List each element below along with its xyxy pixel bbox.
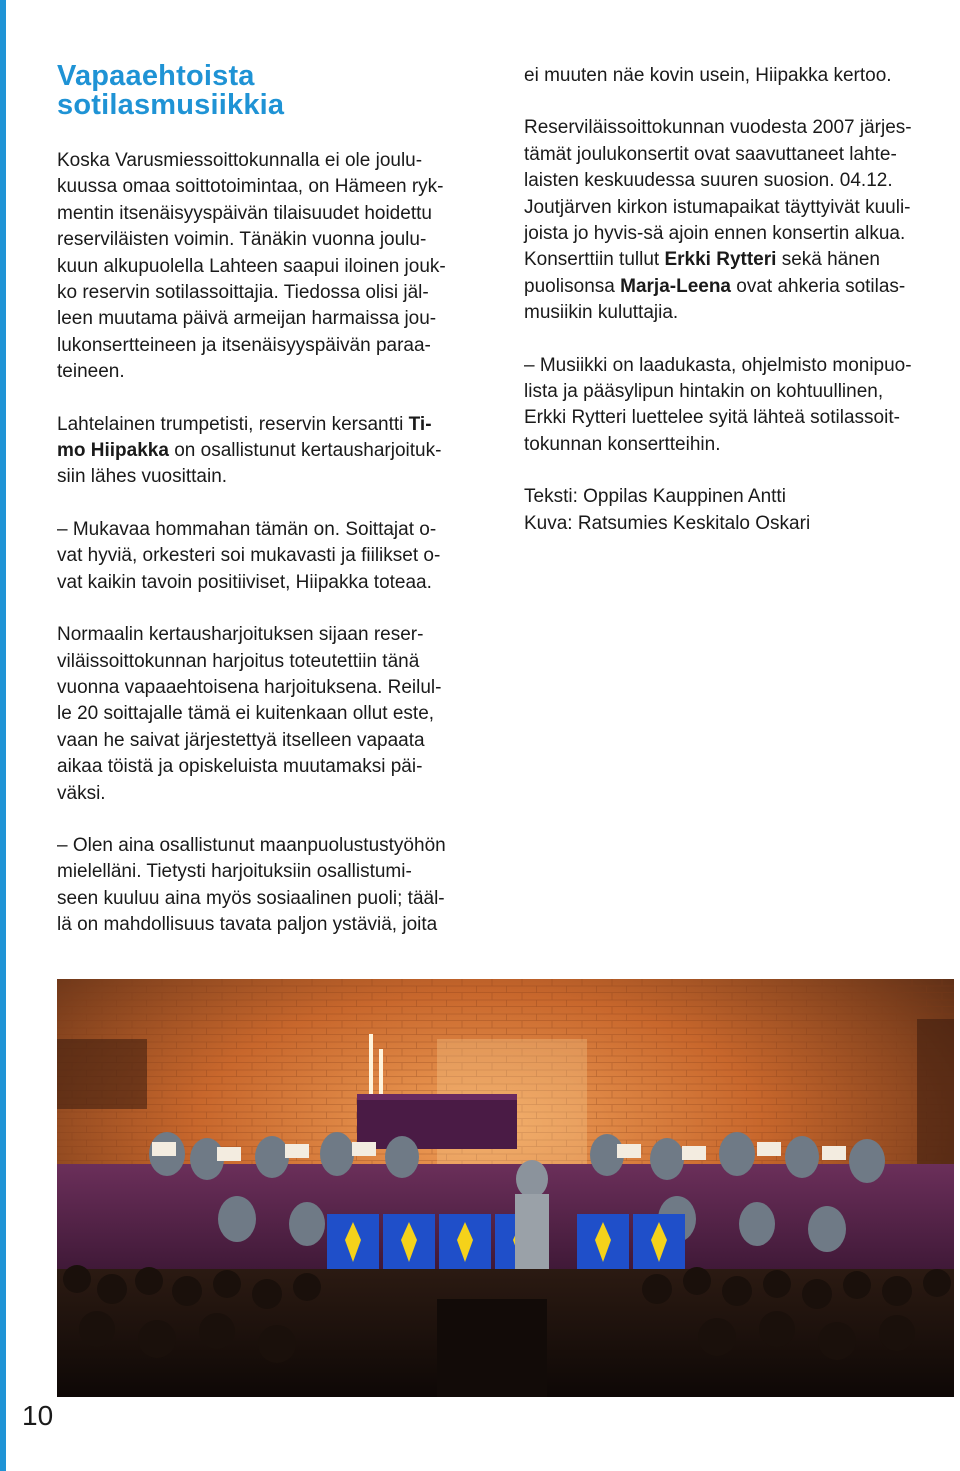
text-line: seen kuuluu aina myös sosiaalinen puoli; tääl- xyxy=(57,887,445,909)
paragraph-quote-3 xyxy=(524,353,954,459)
paragraph-intro xyxy=(57,148,497,386)
text-line: Normaalin kertausharjoituksen sijaan reser- xyxy=(57,624,424,646)
credits xyxy=(524,484,954,537)
credit-text: Teksti: Oppilas Kauppinen Antti xyxy=(524,486,786,508)
paragraph-quote-2 xyxy=(57,833,497,939)
paragraph-voluntary xyxy=(57,622,497,807)
text-line: Joutjärven kirkon istumapaikat täyttyivät kuuli- xyxy=(524,196,911,218)
article-title-line-1: Vapaaehtoista xyxy=(57,60,255,92)
text-line: tokunnan konsertteihin. xyxy=(524,433,721,455)
concert-photo-illustration xyxy=(57,979,954,1397)
text-line: lä on mahdollisuus tavata paljon ystäviä, joita xyxy=(57,914,438,936)
text-line: leen muutama päivä armeijan harmaissa jou- xyxy=(57,308,437,330)
text-line: ko reservin sotilassoittajia. Tiedossa olisi jäl- xyxy=(57,282,429,304)
paragraph-quote-1 xyxy=(57,517,497,596)
text-line: vuonna vapaaehtoisena harjoituksena. Reilul- xyxy=(57,676,442,698)
paragraph-hiipakka xyxy=(57,412,497,491)
text-line: mielelläni. Tietysti harjoituksiin osallistumi- xyxy=(57,861,412,883)
text-line: Koska Varusmiessoittokunnalla ei ole joulu- xyxy=(57,150,423,171)
text-line: lukonsertteineen ja itsenäisyyspäivän paraa- xyxy=(57,334,431,356)
credit-photo: Kuva: Ratsumies Keskitalo Oskari xyxy=(524,512,811,534)
text-line: lista ja pääsylipun hintakin on kohtuullinen, xyxy=(524,381,884,403)
text-run: Lahtelainen trumpetisti, reservin kersantti xyxy=(57,413,409,435)
text-run: ovat ahkeria sotilas- xyxy=(731,275,906,297)
text-line: ei muuten näe kovin usein, Hiipakka kertoo. xyxy=(524,65,892,86)
text-line: – Musiikki on laadukasta, ohjelmisto monipuo- xyxy=(524,354,912,376)
text-run: Konserttiin tullut xyxy=(524,249,665,271)
text-line: joista jo hyvis-sä ajoin ennen konsertin alkua. xyxy=(524,223,906,245)
text-line xyxy=(57,438,497,464)
right-column xyxy=(524,63,954,563)
text-line: vat kaikin tavoin positiiviset, Hiipakka toteaa. xyxy=(57,571,432,593)
text-line: aikaa töistä ja opiskeluista muutamaksi päi- xyxy=(57,756,423,778)
left-column xyxy=(57,62,497,965)
text-line xyxy=(57,412,497,438)
bold-name: mo Hiipakka xyxy=(57,440,169,462)
text-line: kuussa omaa soittotoimintaa, on Hämeen ryk- xyxy=(57,176,444,198)
paragraph-concerts xyxy=(524,115,954,326)
page-number: 10 xyxy=(22,1400,54,1431)
text-run: sekä hänen xyxy=(776,249,880,271)
text-line: vaan he saivat järjestettyä itselleen vapaata xyxy=(57,729,425,751)
text-line: – Olen aina osallistunut maanpuolustustyöhön xyxy=(57,834,446,856)
text-line: vat hyviä, orkesteri soi mukavasti ja fiilikset o- xyxy=(57,545,441,567)
text-run: on osallistunut kertausharjoituk- xyxy=(168,440,442,462)
text-line: viläissoittokunnan harjoitus toteutettiin tänä xyxy=(57,650,420,672)
text-line: musiikin kuluttajia. xyxy=(524,302,679,324)
text-line: väksi. xyxy=(57,782,106,804)
text-line: siin lähes vuosittain. xyxy=(57,466,228,488)
bold-name: Marja-Leena xyxy=(620,275,731,297)
text-line: laisten keskuudessa suuren suosion. 04.12. xyxy=(524,170,893,192)
bold-name: Ti- xyxy=(408,413,432,435)
text-line: le 20 soittajalle tämä ei kuitenkaan ollut este, xyxy=(57,703,435,725)
bold-name: Erkki Rytteri xyxy=(664,249,777,271)
article-title-line-2: sotilasmusiikkia xyxy=(57,89,285,121)
accent-bar xyxy=(0,0,6,1471)
text-line: mentin itsenäisyyspäivän tilaisuudet hoidettu xyxy=(57,202,432,224)
text-line: teineen. xyxy=(57,361,125,383)
paragraph-quote-2-continued xyxy=(524,63,954,89)
concert-photo xyxy=(57,979,954,1397)
text-line: tämät joulukonsertit ovat saavuttaneet lahte- xyxy=(524,143,897,165)
text-line: Erkki Rytteri luettelee syitä lähteä sotilassoit- xyxy=(524,407,900,429)
text-line: Reserviläissoittokunnan vuodesta 2007 järjes- xyxy=(524,117,912,139)
text-line: reserviläisten voimin. Tänäkin vuonna joulu- xyxy=(57,229,427,251)
text-line: – Mukavaa hommahan tämän on. Soittajat o- xyxy=(57,518,437,540)
text-line xyxy=(524,247,954,273)
article-title xyxy=(57,62,497,120)
text-run: puolisonsa xyxy=(524,275,621,297)
text-line xyxy=(524,274,954,300)
text-line: kuun alkupuolella Lahteen saapui iloinen jouk- xyxy=(57,255,446,277)
